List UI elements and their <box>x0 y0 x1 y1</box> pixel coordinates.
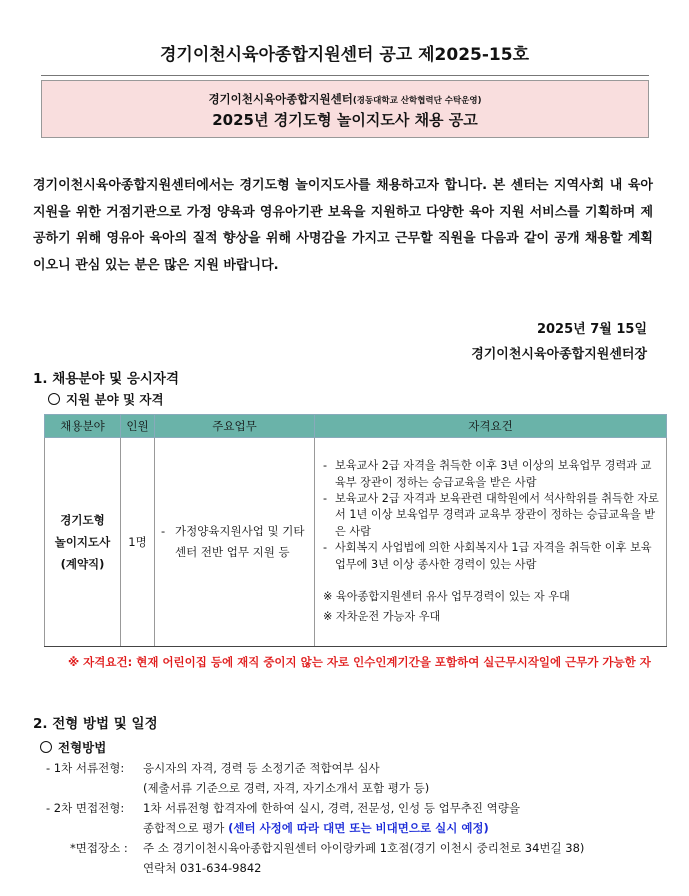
preference-note: ※ 자차운전 가능자 우대 <box>323 610 441 624</box>
duty-dash: - <box>161 524 166 538</box>
section1-subheading-text: 지원 분야 및 자격 <box>66 392 164 407</box>
stage2-sub-line <box>143 818 489 838</box>
cell-qualification <box>315 438 667 647</box>
field-line: 경기도형 <box>60 513 105 527</box>
stage2-text: 1차 서류전형 합격자에 한하여 실시, 경력, 전문성, 인성 등 업무추진 역량을 <box>143 801 520 815</box>
field-line: 놀이지도사 <box>54 535 111 549</box>
header-qualification: 자격요건 <box>315 415 667 438</box>
stage1-label: - 1차 서류전형: <box>46 761 125 775</box>
section1-heading: 1. 채용분야 및 응시자격 <box>33 371 179 387</box>
banner-org-line <box>42 91 648 107</box>
stage1-sub: (제출서류 기준으로 경력, 자격, 자기소개서 포함 평가 등) <box>143 781 430 795</box>
issuer: 경기이천시육아종합지원센터장 <box>471 347 647 362</box>
banner-org-note: (경동대학교 산학협력단 수탁운영) <box>352 96 482 106</box>
section1-subheading <box>48 390 164 408</box>
qualification-warning: ※ 자격요건: 현재 어린이집 등에 재직 중이지 않는 자로 인수인계기간을 포함하여 실근무시작일에 근무가 가능한 자 <box>68 655 651 669</box>
qualification-item: - 보육교사 2급 자격을 취득한 이후 3년 이상의 보육업무 경력과 교육부 장관이 정하는 승급교육을 받은 사람 <box>323 459 652 489</box>
notice-date: 2025년 7월 15일 <box>536 322 647 337</box>
header-field: 채용분야 <box>45 415 121 438</box>
section2-heading: 2. 전형 방법 및 일정 <box>33 716 158 732</box>
qualification-item: - 보육교사 2급 자격과 보육관련 대학원에서 석사학위를 취득한 자로서 1년 이상 보육업무 경력과 교육부 장관이 정하는 승급교육을 받은 사람 <box>323 491 659 538</box>
duty-text: 가정양육지원사업 및 기타 센터 전반 업무 지원 등 <box>175 524 305 559</box>
headline-banner <box>41 80 649 138</box>
banner-org: 경기이천시육아종합지원센터 <box>208 92 353 106</box>
header-duty: 주요업무 <box>155 415 315 438</box>
qualification-item: - 사회복지 사업법에 의한 사회복지사 1급 자격을 취득한 이후 보육업무에 3년 이상 종사한 경력이 있는 사람 <box>323 541 652 571</box>
header-count: 인원 <box>121 415 155 438</box>
stage1-text: 응시자의 자격, 경력 등 소정기준 적합여부 심사 <box>143 761 380 775</box>
requirements-table <box>44 414 667 647</box>
stage2-highlight: (센터 사정에 따라 대면 또는 비대면으로 실시 예정) <box>228 821 489 835</box>
circle-bullet-icon <box>40 741 52 753</box>
contact-text: 연락처 031-634-9842 <box>143 861 262 875</box>
intro-paragraph: 경기이천시육아종합지원센터에서는 경기도형 놀이지도사를 채용하고자 합니다. 본 센터는 지역사회 내 육아지원을 위한 거점기관으로 가정 양육과 영유아기관 보육을 지원하고 다양한 육아 지원 서비스를 기획하며 제공하기 위해 영유아 육아의 질적 향상을 위해 사명감을 가지고 근무할 직원을 다음과 같이 공개 채용할 계획이오니 관심 있는 분은 많은 지원 바랍니다. <box>33 178 653 273</box>
section2-subheading-text: 전형방법 <box>58 740 107 755</box>
banner-headline: 2025년 경기도형 놀이지도사 채용 공고 <box>212 111 478 129</box>
stage2-label: - 2차 면접전형: <box>46 801 125 815</box>
cell-duty <box>155 438 315 647</box>
title-divider <box>41 75 649 76</box>
section2-subheading <box>40 738 106 756</box>
stage2-sub: 종합적으로 평가 <box>143 821 225 835</box>
field-line: (계약직) <box>60 557 105 571</box>
preference-note: ※ 육아종합지원센터 유사 업무경력이 있는 자 우대 <box>323 590 570 604</box>
cell-count: 1명 <box>121 438 155 647</box>
venue-label: *면접장소 : <box>70 841 128 855</box>
venue-text: 주 소 경기이천시육아종합지원센터 아이랑카페 1호점(경기 이천시 중리천로 34번길 38) <box>143 841 585 855</box>
notice-title: 경기이천시육아종합지원센터 공고 제2025-15호 <box>159 45 530 65</box>
circle-bullet-icon <box>48 393 60 405</box>
cell-field <box>45 438 121 647</box>
table-row <box>45 438 667 647</box>
